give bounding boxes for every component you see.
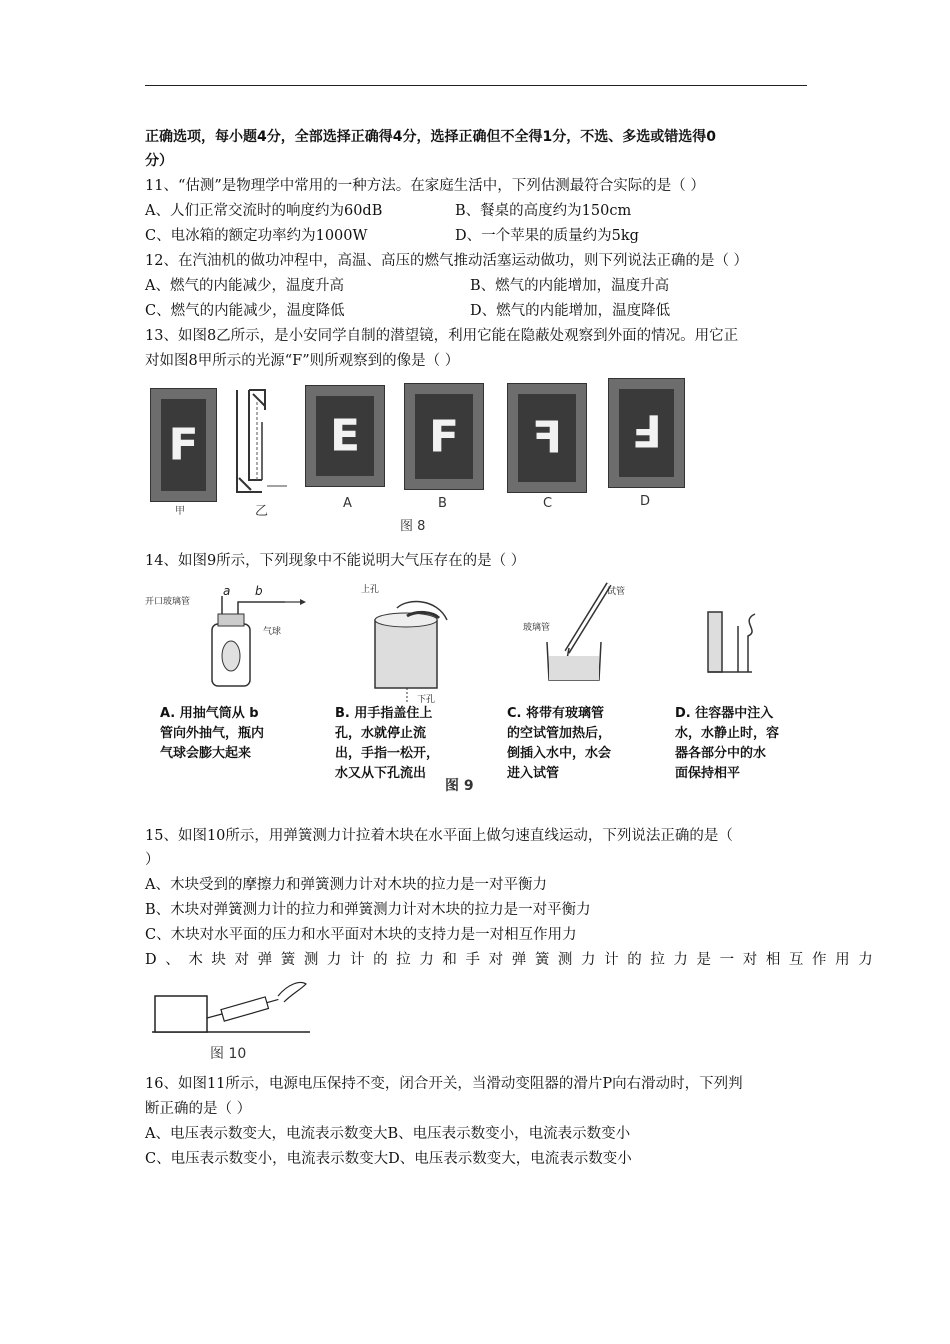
fig9-b-label-bottom: 下孔 [417,695,436,705]
fig8-option-c-photo [507,383,587,493]
fig9-c-label-glass: 玻璃管 [523,623,551,633]
q15-option-a: A、木块受到的摩擦力和弹簧测力计对木块的拉力是一对平衡力 [145,877,547,893]
fig8-option-b-photo [404,383,484,490]
figure-8 [145,378,685,533]
fig8-label-d: D [640,494,651,509]
top-rule [145,85,807,86]
fig8-label-yi: 乙 [255,504,269,519]
fig9-c-text: C. 将带有玻璃管 的空试管加热后， 倒插入水中，水会 进入试管 [507,706,612,781]
q11-option-a: A、人们正常交流时的响度约为60dB [145,203,383,219]
fig9-a-apparatus [200,594,310,694]
fig8-glyph-source: F [168,419,199,471]
q11-option-row2 [145,226,639,246]
q12-option-b: B、燃气的内能增加，温度升高 [470,278,670,294]
fig9-b-text: B. 用手指盖住上 孔，水就停止流 出，手指一松开， 水又从下孔流出 [335,706,440,781]
fig9-b-label-top: 上孔 [361,585,380,595]
fig9-a-label-a: a [223,584,231,598]
q15-option-c: C、木块对水平面的压力和水平面对木块的支持力是一对相互作用力 [145,927,577,943]
fig8-glyph-c: ꟻ [531,412,563,464]
fig9-a-label-tube: 开口玻璃管 [145,597,191,607]
fig9-d-text: D. 往容器中注入 水，水静止时，容 器各部分中的水 面保持相平 [675,706,780,781]
fig8-glyph-b: F [428,411,460,462]
fig9-c-label-testtube: 试管 [607,587,626,597]
q16-options-cd: C、电压表示数变小，电流表示数变大D、电压表示数变大，电流表示数变小 [145,1151,632,1167]
fig10-caption: 图 10 [210,1046,247,1062]
fig9-a-label-balloon: 气球 [263,627,282,637]
q11-option-b: B、餐桌的高度约为150cm [455,203,632,219]
q13-stem-line1: 13、如图8乙所示，是小安同学自制的潜望镜，利用它能在隐蔽处观察到外面的情况。用它正 [145,328,739,344]
figure-9 [145,576,807,796]
fig8-label-c: C [543,496,553,511]
fig9-b-apparatus [367,590,462,710]
fig10-block-and-spring-scale [150,970,315,1040]
q12-stem: 12、在汽油机的做功冲程中，高温、高压的燃气推动活塞运动做功，则下列说法正确的是（ ） [145,253,749,269]
fig9-d-apparatus [700,606,780,706]
q16-stem-line1: 16、如图11所示，电源电压保持不变，闭合开关，当滑动变阻器的滑片P向右滑动时，下列判 [145,1076,743,1092]
q11-stem: 11、“估测”是物理学中常用的一种方法。在家庭生活中，下列估测最符合实际的是（ ） [145,178,705,194]
q15-option-b: B、木块对弹簧测力计的拉力和弹簧测力计对木块的拉力是一对平衡力 [145,902,591,918]
fig8-caption: 图 8 [400,519,426,534]
fig9-a-text: A. 用抽气筒从 b 管向外抽气，瓶内 气球会膨大起来 [160,706,265,761]
fig9-c-apparatus [537,580,637,695]
fig8-glyph-d: Ⅎ [631,407,662,459]
q16-options-ab: A、电压表示数变大，电流表示数变大B、电压表示数变小，电流表示数变小 [145,1126,631,1142]
section-instructions: 正确选项，每小题4分，全部选择正确得4分，选择正确但不全得1分，不选、多选或错选得0 [145,129,716,145]
q11-option-d: D、一个苹果的质量约为5kg [455,228,639,244]
fig8-source-photo [150,388,217,502]
q12-option-c: C、燃气的内能减少，温度降低 [145,303,345,319]
fig8-periscope-diagram [227,382,297,512]
q12-option-row1 [145,276,670,296]
fig9-caption: 图 9 [445,778,474,794]
fig8-label-b: B [438,496,447,511]
q15-stem-line1: 15、如图10所示，用弹簧测力计拉着木块在水平面上做匀速直线运动，下列说法正确的是（ [145,828,733,844]
fig8-glyph-a: E [329,410,361,462]
q12-option-a: A、燃气的内能减少，温度升高 [145,278,344,294]
fig8-label-jia: 甲 [175,506,185,517]
section-instructions-cont: 分） [145,153,173,169]
figure-10 [150,970,315,1065]
fig8-label-a: A [343,496,352,511]
fig9-a-label-b: b [255,584,263,598]
q11-option-c: C、电冰箱的额定功率约为1000W [145,228,368,244]
q13-stem-line2: 对如图8甲所示的光源“F”则所观察到的像是（ ） [145,353,460,369]
q15-stem-line2: ） [145,852,160,868]
q12-option-d: D、燃气的内能增加，温度降低 [470,303,671,319]
q12-option-row2 [145,301,671,321]
q15-option-d: D、木块对弹簧测力计的拉力和手对弹簧测力计的拉力是一对相互作用力 [145,952,882,968]
q11-option-row1 [145,201,632,221]
q16-stem-line2: 断正确的是（ ） [145,1101,252,1117]
fig8-option-a-photo [305,385,385,487]
q14-stem: 14、如图9所示，下列现象中不能说明大气压存在的是（ ） [145,553,526,569]
fig8-option-d-photo [608,378,685,488]
